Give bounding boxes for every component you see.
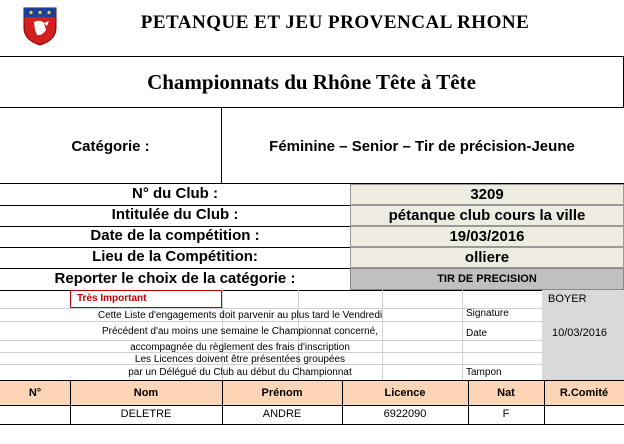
federation-title: PETANQUE ET JEU PROVENCAL RHONE bbox=[140, 12, 530, 33]
note-line: accompagnée du règlement des frais d'inscription bbox=[130, 342, 350, 353]
category-choice-label: Reporter le choix de la catégorie : bbox=[54, 270, 296, 287]
note-line: par un Délégué du Club au début du Championnat bbox=[128, 367, 352, 378]
note-line: Cette Liste d'engagements doit parvenir au plus tard le Vendredi bbox=[97, 310, 383, 321]
row-divider bbox=[0, 424, 624, 425]
category-choice-field[interactable]: TIR DE PRECISION bbox=[350, 268, 624, 290]
club-name-label: Intitulée du Club : bbox=[111, 206, 239, 223]
club-number-field[interactable]: 3209 bbox=[350, 184, 624, 205]
note-line: Les Licences doivent être présentées groupées bbox=[134, 354, 346, 365]
competition-date-field[interactable]: 19/03/2016 bbox=[350, 226, 624, 247]
note-line: Précédent d'au moins une semaine le Championnat concerné, bbox=[102, 326, 378, 337]
category-label: Catégorie : bbox=[0, 108, 222, 184]
competition-date-label: Date de la compétition : bbox=[90, 227, 260, 244]
table-cell-number[interactable] bbox=[0, 406, 70, 424]
gridline bbox=[0, 308, 542, 309]
table-cell-prenom[interactable]: ANDRE bbox=[262, 408, 302, 420]
important-note: Très Important bbox=[70, 290, 222, 308]
table-cell-licence[interactable]: 6922090 bbox=[383, 408, 427, 420]
column-header-nat: Nat bbox=[497, 387, 515, 399]
lyon-coat-of-arms-logo bbox=[22, 6, 58, 46]
table-cell-nat[interactable]: F bbox=[502, 408, 510, 420]
signature-date-label: Date bbox=[466, 328, 488, 339]
column-header-nom: Nom bbox=[133, 387, 159, 399]
signature-label: Signature bbox=[466, 308, 509, 319]
club-number-label: N° du Club : bbox=[132, 185, 218, 202]
competition-place-field[interactable]: olliere bbox=[350, 247, 624, 268]
table-cell-r-comite[interactable] bbox=[544, 406, 624, 424]
championship-title: Championnats du Rhône Tête à Tête bbox=[0, 56, 624, 108]
competition-place-label: Lieu de la Compétition: bbox=[92, 248, 258, 265]
gridline bbox=[0, 340, 542, 341]
category-value: Féminine – Senior – Tir de précision-Jeune bbox=[269, 137, 575, 155]
signature-date-field[interactable]: 10/03/2016 bbox=[552, 327, 608, 339]
club-name-field[interactable]: pétanque club cours la ville bbox=[350, 205, 624, 226]
signature-field[interactable]: BOYER bbox=[548, 293, 587, 305]
stamp-label: Tampon bbox=[466, 367, 502, 378]
column-header-licence: Licence bbox=[384, 387, 426, 399]
column-header-prenom: Prénom bbox=[261, 387, 303, 399]
gridline bbox=[462, 290, 463, 380]
column-header-r-comite: R.Comité bbox=[559, 387, 609, 399]
table-cell-nom[interactable]: DELETRE bbox=[120, 408, 172, 420]
column-header-number: N° bbox=[28, 387, 42, 399]
